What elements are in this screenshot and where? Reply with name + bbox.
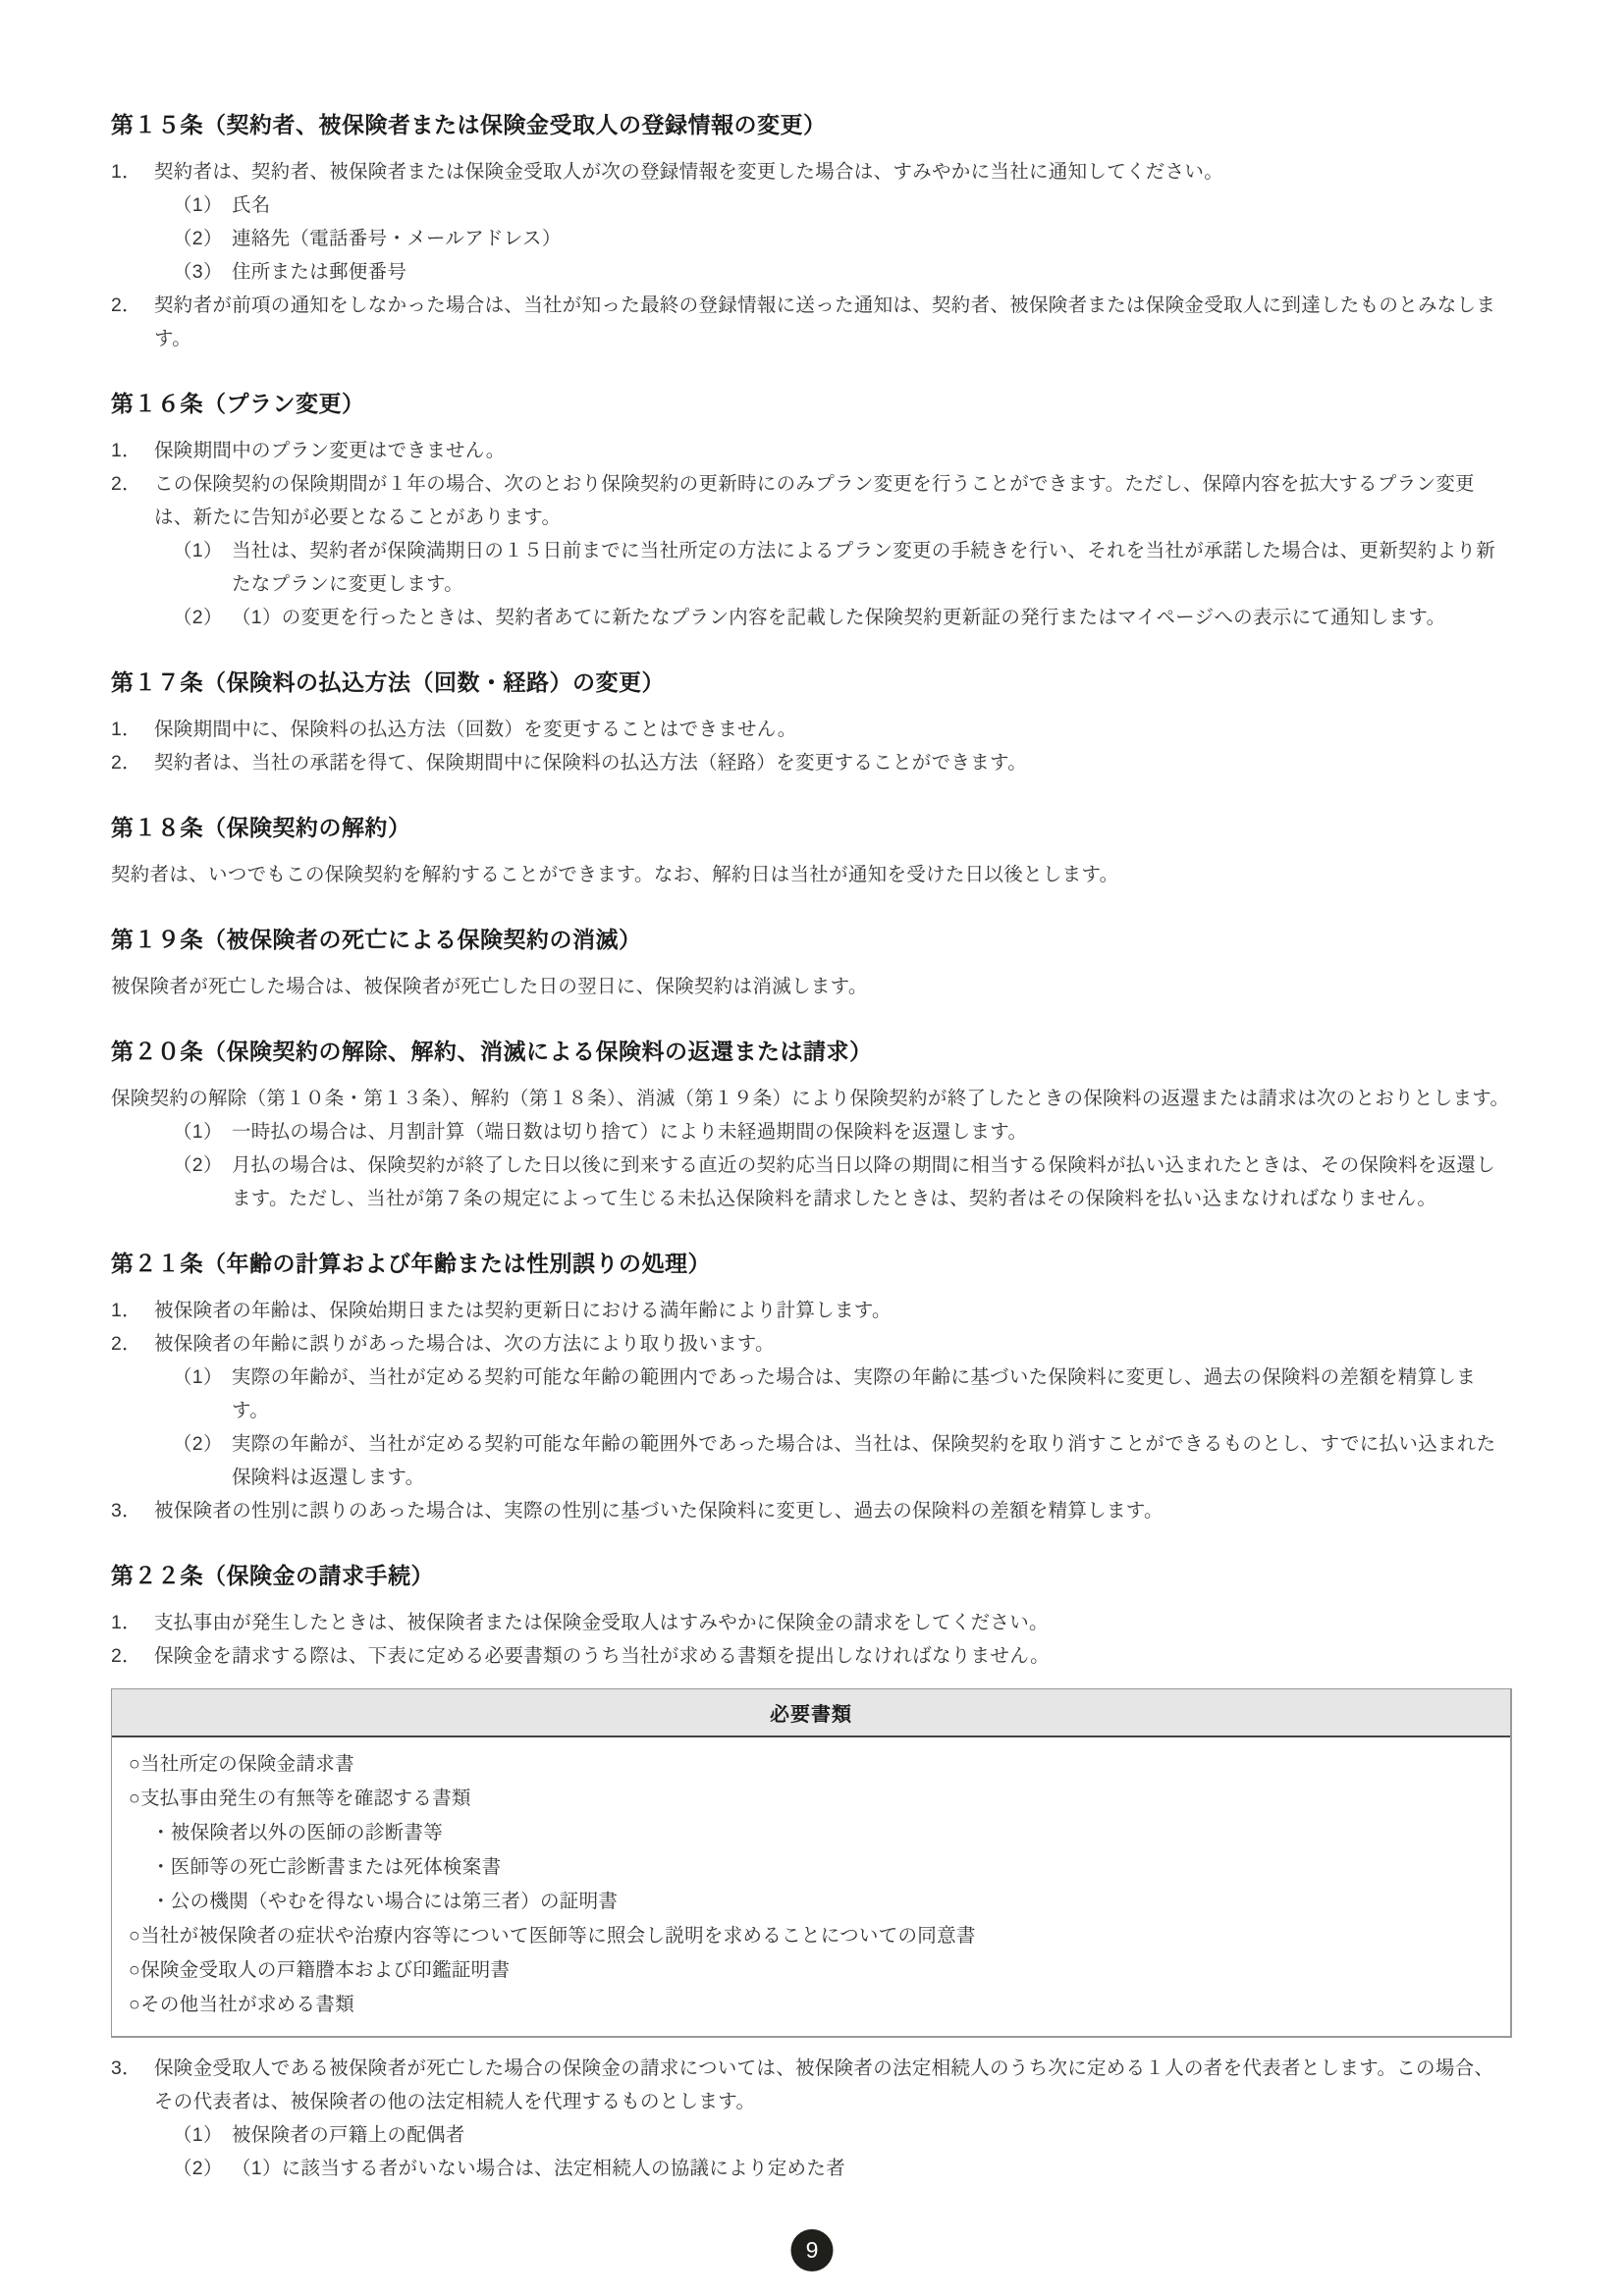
section-article-18 <box>111 813 1512 891</box>
item-number: 2． <box>111 473 141 495</box>
item-text: 一時払の場合は、月割計算（端日数は切り捨て）により未経過期間の保険料を返還します。 <box>232 1121 1028 1143</box>
item-number: 2． <box>111 752 141 774</box>
section-heading: 第１９条（被保険者の死亡による保険契約の消滅） <box>111 927 642 952</box>
sub-item <box>173 188 1512 222</box>
paragraph: 被保険者が死亡した場合は、被保険者が死亡した日の翌日に、保険契約は消滅します。 <box>111 976 868 997</box>
item-number: （2） <box>173 1433 223 1455</box>
sub-item <box>173 1427 1512 1494</box>
item-number: 2． <box>111 294 141 316</box>
item-text: 保険期間中に、保険料の払込方法（回数）を変更することはできません。 <box>154 719 797 740</box>
section-heading: 第１５条（契約者、被保険者または保険金受取人の登録情報の変更） <box>111 112 827 137</box>
sub-item <box>173 255 1512 289</box>
numbered-item <box>111 1327 1512 1361</box>
numbered-item <box>111 434 1512 467</box>
required-document-row: ○支払事由発生の有無等を確認する書類 <box>129 1788 471 1809</box>
item-number: 2． <box>111 1645 141 1667</box>
section-heading: 第１７条（保険料の払込方法（回数・経路）の変更） <box>111 669 665 695</box>
required-document-row: ・被保険者以外の医師の診断書等 <box>151 1822 444 1843</box>
item-number: （1） <box>173 1366 223 1388</box>
paragraph: 保険契約の解除（第１０条・第１３条）、解約（第１８条）、消滅（第１９条）により保険契約が終了したときの保険料の返還または請求は次のとおりとします。 <box>111 1088 1510 1109</box>
item-number: （2） <box>173 2158 223 2179</box>
item-number: （2） <box>173 607 223 628</box>
required-document-row: ○その他当社が求める書類 <box>129 1994 354 2015</box>
paragraph: 契約者は、いつでもこの保険契約を解約することができます。なお、解約日は当社が通知を受けた日以後とします。 <box>111 864 1119 885</box>
sub-item <box>173 1361 1512 1427</box>
item-number: （1） <box>173 540 223 561</box>
section-article-17 <box>111 667 1512 779</box>
sub-item <box>173 1148 1512 1215</box>
item-text: 契約者は、契約者、被保険者または保険金受取人が次の登録情報を変更した場合は、すみやかに当社に通知してください。 <box>154 161 1224 183</box>
section-article-22 <box>111 1561 1512 2185</box>
item-text: 契約者は、当社の承諾を得て、保険期間中に保険料の払込方法（経路）を変更することができます。 <box>154 752 1028 774</box>
item-text: 保険金を請求する際は、下表に定める必要書類のうち当社が求める書類を提出しなければなりません。 <box>154 1645 1050 1667</box>
section-article-21 <box>111 1249 1512 1527</box>
required-documents-table-header: 必要書類 <box>112 1689 1510 1737</box>
item-number: 1． <box>111 161 141 183</box>
item-text: 保険金受取人である被保険者が死亡した場合の保険金の請求については、被保険者の法定相続人のうち次に定める１人の者を代表者とします。この場合、その代表者は、被保険者の他の法定相続人を代理するものとします。 <box>154 2057 1494 2112</box>
sub-item <box>173 1115 1512 1148</box>
item-number: （2） <box>173 228 223 249</box>
item-text: 被保険者の性別に誤りのあった場合は、実際の性別に基づいた保険料に変更し、過去の保険料の差額を精算します。 <box>154 1500 1164 1522</box>
numbered-item <box>111 1294 1512 1327</box>
sub-item <box>173 2152 1512 2185</box>
item-text: （1）の変更を行ったときは、契約者あてに新たなプラン内容を記載した保険契約更新証の発行またはマイページへの表示にて通知します。 <box>232 607 1446 628</box>
item-text: 被保険者の戸籍上の配偶者 <box>232 2124 465 2146</box>
page-number-badge <box>791 2229 834 2271</box>
required-document-row: ○当社所定の保険金請求書 <box>129 1753 354 1775</box>
item-number: （2） <box>173 1154 223 1176</box>
item-text: 被保険者の年齢に誤りがあった場合は、次の方法により取り扱います。 <box>154 1333 775 1355</box>
item-text: 当社は、契約者が保険満期日の１５日前までに当社所定の方法によるプラン変更の手続きを行い、それを当社が承諾した場合は、更新契約より新たなプランに変更します。 <box>232 540 1496 595</box>
numbered-item <box>111 746 1512 779</box>
numbered-item <box>111 1494 1512 1527</box>
numbered-item <box>111 289 1512 355</box>
item-number: 3． <box>111 1500 141 1522</box>
section-article-19 <box>111 925 1512 1003</box>
section-heading: 第２０条（保険契約の解除、解約、消滅による保険料の返還または請求） <box>111 1039 873 1064</box>
sub-item <box>173 222 1512 255</box>
required-document-row: ・公の機関（やむを得ない場合には第三者）の証明書 <box>151 1891 619 1912</box>
sub-item <box>173 534 1512 601</box>
item-text: この保険契約の保険期間が１年の場合、次のとおり保険契約の更新時にのみプラン変更を行うことができます。ただし、保障内容を拡大するプラン変更は、新たに告知が必要となることがあります。 <box>154 473 1475 528</box>
item-number: （1） <box>173 194 223 216</box>
sub-item <box>173 2118 1512 2152</box>
item-number: 3． <box>111 2057 141 2079</box>
item-number: 1． <box>111 1612 141 1633</box>
numbered-item <box>111 155 1512 188</box>
item-number: （1） <box>173 2124 223 2146</box>
item-number: 1． <box>111 719 141 740</box>
section-article-15 <box>111 110 1512 355</box>
numbered-item <box>111 2052 1512 2118</box>
item-text: （1）に該当する者がいない場合は、法定相続人の協議により定めた者 <box>232 2158 845 2179</box>
item-text: 氏名 <box>232 194 271 216</box>
section-heading: 第１８条（保険契約の解約） <box>111 815 411 840</box>
sub-item <box>173 601 1512 634</box>
item-text: 月払の場合は、保険契約が終了した日以後に到来する直近の契約応当日以降の期間に相当する保険料が払い込まれたときは、その保険料を返還します。ただし、当社が第７条の規定によって生じる未払込保険料を請求したときは、契約者はその保険料を払い込まなければなりません。 <box>232 1154 1496 1209</box>
required-documents-table <box>111 1688 1512 2038</box>
section-article-20 <box>111 1037 1512 1215</box>
item-number: 1． <box>111 1300 141 1321</box>
required-document-row: ○当社が被保険者の症状や治療内容等について医師等に照会し説明を求めることについての同意書 <box>129 1925 976 1947</box>
item-text: 実際の年齢が、当社が定める契約可能な年齢の範囲内であった場合は、実際の年齢に基づいた保険料に変更し、過去の保険料の差額を精算します。 <box>232 1366 1477 1421</box>
page-number: 9 <box>805 2237 819 2263</box>
item-text: 住所または郵便番号 <box>232 261 407 283</box>
section-heading: 第１６条（プラン変更） <box>111 391 365 416</box>
required-document-row: ○保険金受取人の戸籍謄本および印鑑証明書 <box>129 1959 511 1981</box>
item-number: （3） <box>173 261 223 283</box>
item-number: 1． <box>111 440 141 461</box>
item-text: 連絡先（電話番号・メールアドレス） <box>232 228 562 249</box>
item-number: 2． <box>111 1333 141 1355</box>
item-text: 支払事由が発生したときは、被保険者または保険金受取人はすみやかに保険金の請求をしてください。 <box>154 1612 1049 1633</box>
item-text: 実際の年齢が、当社が定める契約可能な年齢の範囲外であった場合は、当社は、保険契約を取り消すことができるものとし、すでに払い込まれた保険料は返還します。 <box>232 1433 1496 1488</box>
section-heading: 第２１条（年齢の計算および年齢または性別誤りの処理） <box>111 1251 711 1276</box>
required-documents-table-body <box>112 1737 1510 2036</box>
item-number: （1） <box>173 1121 223 1143</box>
item-text: 被保険者の年齢は、保険始期日または契約更新日における満年齢により計算します。 <box>154 1300 892 1321</box>
item-text: 保険期間中のプラン変更はできません。 <box>154 440 506 461</box>
numbered-item <box>111 1606 1512 1639</box>
numbered-item <box>111 467 1512 534</box>
section-heading: 第２２条（保険金の請求手続） <box>111 1563 434 1588</box>
item-text: 契約者が前項の通知をしなかった場合は、当社が知った最終の登録情報に送った通知は、契約者、被保険者または保険金受取人に到達したものとみなします。 <box>154 294 1496 349</box>
numbered-item <box>111 1639 1512 1673</box>
required-document-row: ・医師等の死亡診断書または死体検案書 <box>151 1856 502 1878</box>
section-article-16 <box>111 389 1512 634</box>
numbered-item <box>111 713 1512 746</box>
